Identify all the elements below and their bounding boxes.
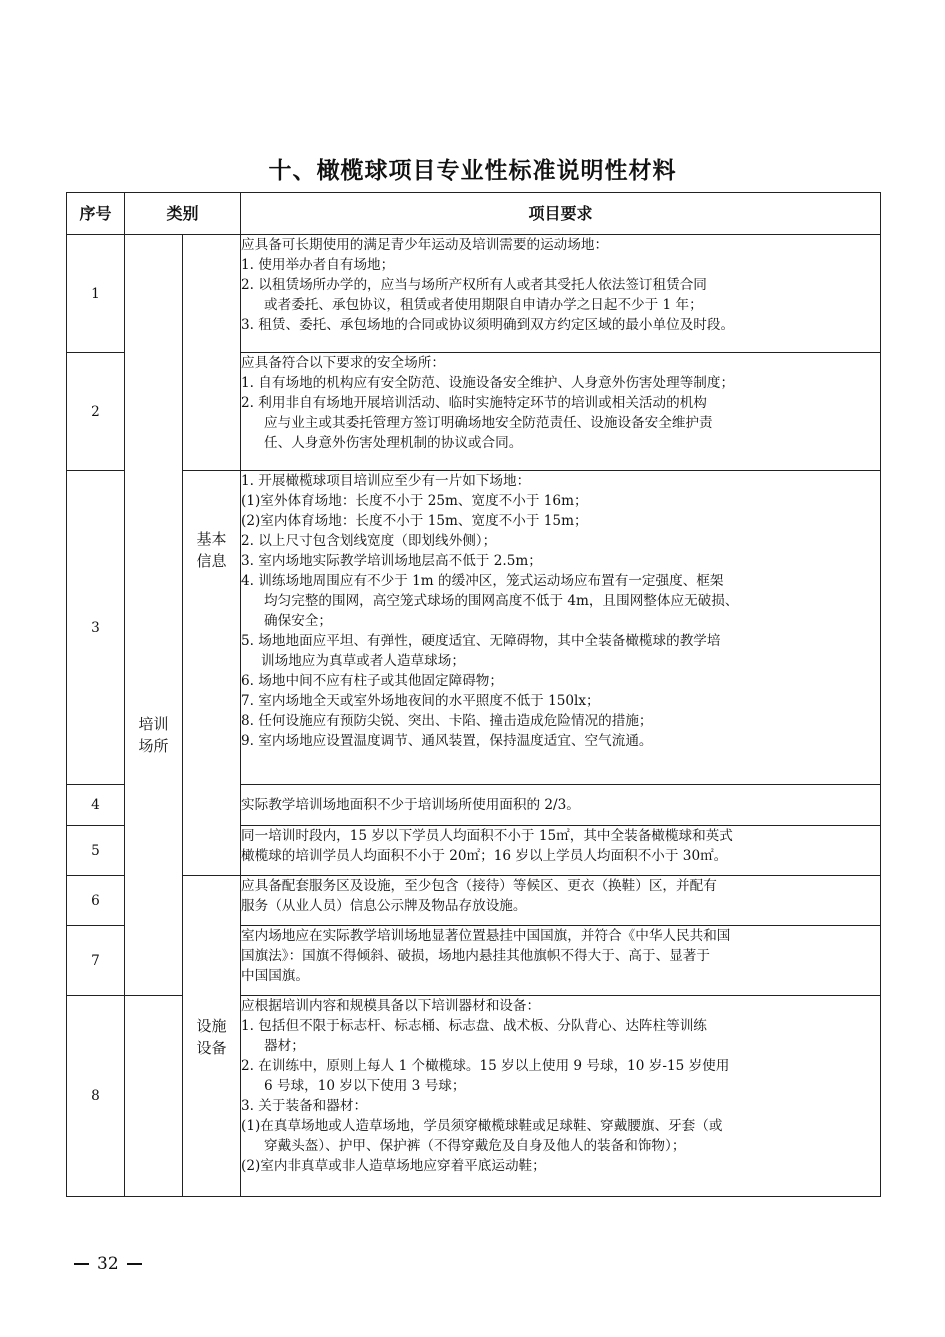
page-number: 32 — [97, 1254, 119, 1274]
requirement-cell — [241, 471, 881, 785]
category-blank — [183, 235, 241, 471]
req-line: 3. 室内场地实际教学培训场地层高不低于 2.5m； — [241, 553, 542, 569]
req-line: 或者委托、承包协议，租赁或者使用期限自申请办学之日起不少于 1 年； — [264, 297, 703, 313]
req-line: 应具备可长期使用的满足青少年运动及培训需要的运动场地： — [241, 237, 609, 253]
header-category: 类别 — [125, 193, 241, 235]
row-number: 3 — [67, 471, 125, 785]
requirement-cell — [241, 785, 881, 826]
row-number: 5 — [67, 826, 125, 876]
req-line: 2. 在训练中，原则上每人 1 个橄榄球。15 岁以上使用 9 号球，10 岁-15 岁使用 — [241, 1058, 730, 1074]
req-line: 9. 室内场地应设置温度调节、通风装置，保持温度适宜、空气流通。 — [241, 733, 653, 749]
req-line: 8. 任何设施应有预防尖锐、突出、卡陷、撞击造成危险情况的措施； — [241, 713, 653, 729]
header-no: 序号 — [67, 193, 125, 235]
req-line: 室内场地应在实际教学培训场地显著位置悬挂中国国旗，并符合《中华人民共和国 — [241, 928, 731, 944]
req-line: 国旗法》：国旗不得倾斜、破损，场地内悬挂其他旗帜不得大于、高于、显著于 — [241, 948, 710, 964]
category-facilities — [183, 876, 241, 1197]
req-line: 3. 关于装备和器材： — [241, 1098, 368, 1114]
category-venue-label: 培训场所 — [138, 715, 169, 755]
req-line: 中国国旗。 — [241, 968, 309, 984]
req-line: 橄榄球的培训学员人均面积不小于 20㎡；16 岁以上学员人均面积不小于 30㎡。 — [241, 848, 728, 864]
requirement-cell — [241, 235, 881, 353]
req-line: 应具备配套服务区及设施，至少包含（接待）等候区、更衣（换鞋）区，并配有 — [241, 878, 717, 894]
row-number: 7 — [67, 926, 125, 996]
req-line: 7. 室内场地全天或室外场地夜间的水平照度不低于 150lx； — [241, 693, 600, 709]
category-blank — [125, 996, 183, 1197]
req-line: (1)室外体育场地：长度不小于 25m、宽度不小于 16m； — [241, 493, 588, 509]
row-number: 1 — [67, 235, 125, 353]
req-line: 1. 包括但不限于标志杆、标志桶、标志盘、战术板、分队背心、达阵柱等训练 — [241, 1018, 707, 1034]
category-facilities-label: 设施设备 — [196, 1017, 227, 1057]
category-venue — [125, 235, 183, 996]
req-line: 服务（从业人员）信息公示牌及物品存放设施。 — [241, 898, 527, 914]
req-line: 1. 自有场地的机构应有安全防范、设施设备安全维护、人身意外伤害处理等制度； — [241, 375, 735, 391]
req-line: (2)室内非真草或非人造草场地应穿着平底运动鞋； — [241, 1158, 546, 1174]
standards-table — [66, 192, 881, 1197]
table-header-row — [67, 193, 881, 235]
page-number-footer — [66, 1254, 150, 1274]
req-line: 1. 开展橄榄球项目培训应至少有一片如下场地： — [241, 473, 531, 489]
req-line: 2. 以上尺寸包含划线宽度（即划线外侧）； — [241, 533, 497, 549]
req-line: 4. 训练场地周围应有不少于 1m 的缓冲区，笼式运动场应布置有一定强度、框架 — [241, 573, 724, 589]
req-line: 5. 场地地面应平坦、有弹性，硬度适宜、无障碍物，其中全装备橄榄球的教学培 — [241, 633, 721, 649]
category-basic-info-label: 基本信息 — [196, 530, 227, 570]
req-line: 应与业主或其委托管理方签订明确场地安全防范责任、设施设备安全维护责 — [264, 415, 713, 431]
req-line: 6 号球，10 岁以下使用 3 号球； — [264, 1078, 466, 1094]
table-row — [67, 235, 881, 353]
req-line: 穿戴头盔）、护甲、保护裤（不得穿戴危及自身及他人的装备和饰物）； — [264, 1138, 686, 1154]
req-line: 均匀完整的围网，高空笼式球场的围网高度不低于 4m，且围网整体应无破损、 — [264, 593, 739, 609]
req-line: 6. 场地中间不应有柱子或其他固定障碍物； — [241, 673, 503, 689]
req-line: (2)室内体育场地：长度不小于 15m、宽度不小于 15m； — [241, 513, 588, 529]
row-number: 8 — [67, 996, 125, 1197]
req-line: 应具备符合以下要求的安全场所： — [241, 355, 445, 371]
category-basic-info — [183, 471, 241, 876]
page-title: 十、橄榄球项目专业性标准说明性材料 — [268, 158, 677, 184]
header-requirement: 项目要求 — [241, 193, 881, 235]
row-number: 4 — [67, 785, 125, 826]
row-number: 6 — [67, 876, 125, 926]
requirement-cell — [241, 926, 881, 996]
dash-right-icon — [127, 1263, 142, 1265]
req-line: 2. 以租赁场所办学的，应当与场所产权所有人或者其受托人依法签订租赁合同 — [241, 277, 707, 293]
table-row — [67, 876, 881, 926]
req-line: 3. 租赁、委托、承包场地的合同或协议须明确到双方约定区域的最小单位及时段。 — [241, 317, 735, 333]
dash-left-icon — [74, 1263, 89, 1265]
req-line: 器材； — [264, 1038, 305, 1054]
requirement-cell — [241, 353, 881, 471]
row-number: 2 — [67, 353, 125, 471]
req-line: 实际教学培训场地面积不少于培训场所使用面积的 2/3。 — [241, 797, 580, 813]
requirement-cell — [241, 876, 881, 926]
table-row — [67, 471, 881, 785]
req-line: 2. 利用非自有场地开展培训活动、临时实施特定环节的培训或相关活动的机构 — [241, 395, 707, 411]
requirement-cell — [241, 826, 881, 876]
req-line: 同一培训时段内，15 岁以下学员人均面积不小于 15㎡，其中全装备橄榄球和英式 — [241, 828, 733, 844]
req-line: 训场地应为真草或者人造草球场； — [261, 653, 465, 669]
req-line: 任、人身意外伤害处理机制的协议或合同。 — [264, 435, 523, 451]
req-line: 1. 使用举办者自有场地； — [241, 257, 395, 273]
requirement-cell — [241, 996, 881, 1197]
req-line: 应根据培训内容和规模具备以下培训器材和设备： — [241, 998, 541, 1014]
req-line: 确保安全； — [264, 613, 332, 629]
req-line: (1)在真草场地或人造草场地，学员须穿橄榄球鞋或足球鞋、穿戴腰旗、牙套（或 — [241, 1118, 723, 1134]
